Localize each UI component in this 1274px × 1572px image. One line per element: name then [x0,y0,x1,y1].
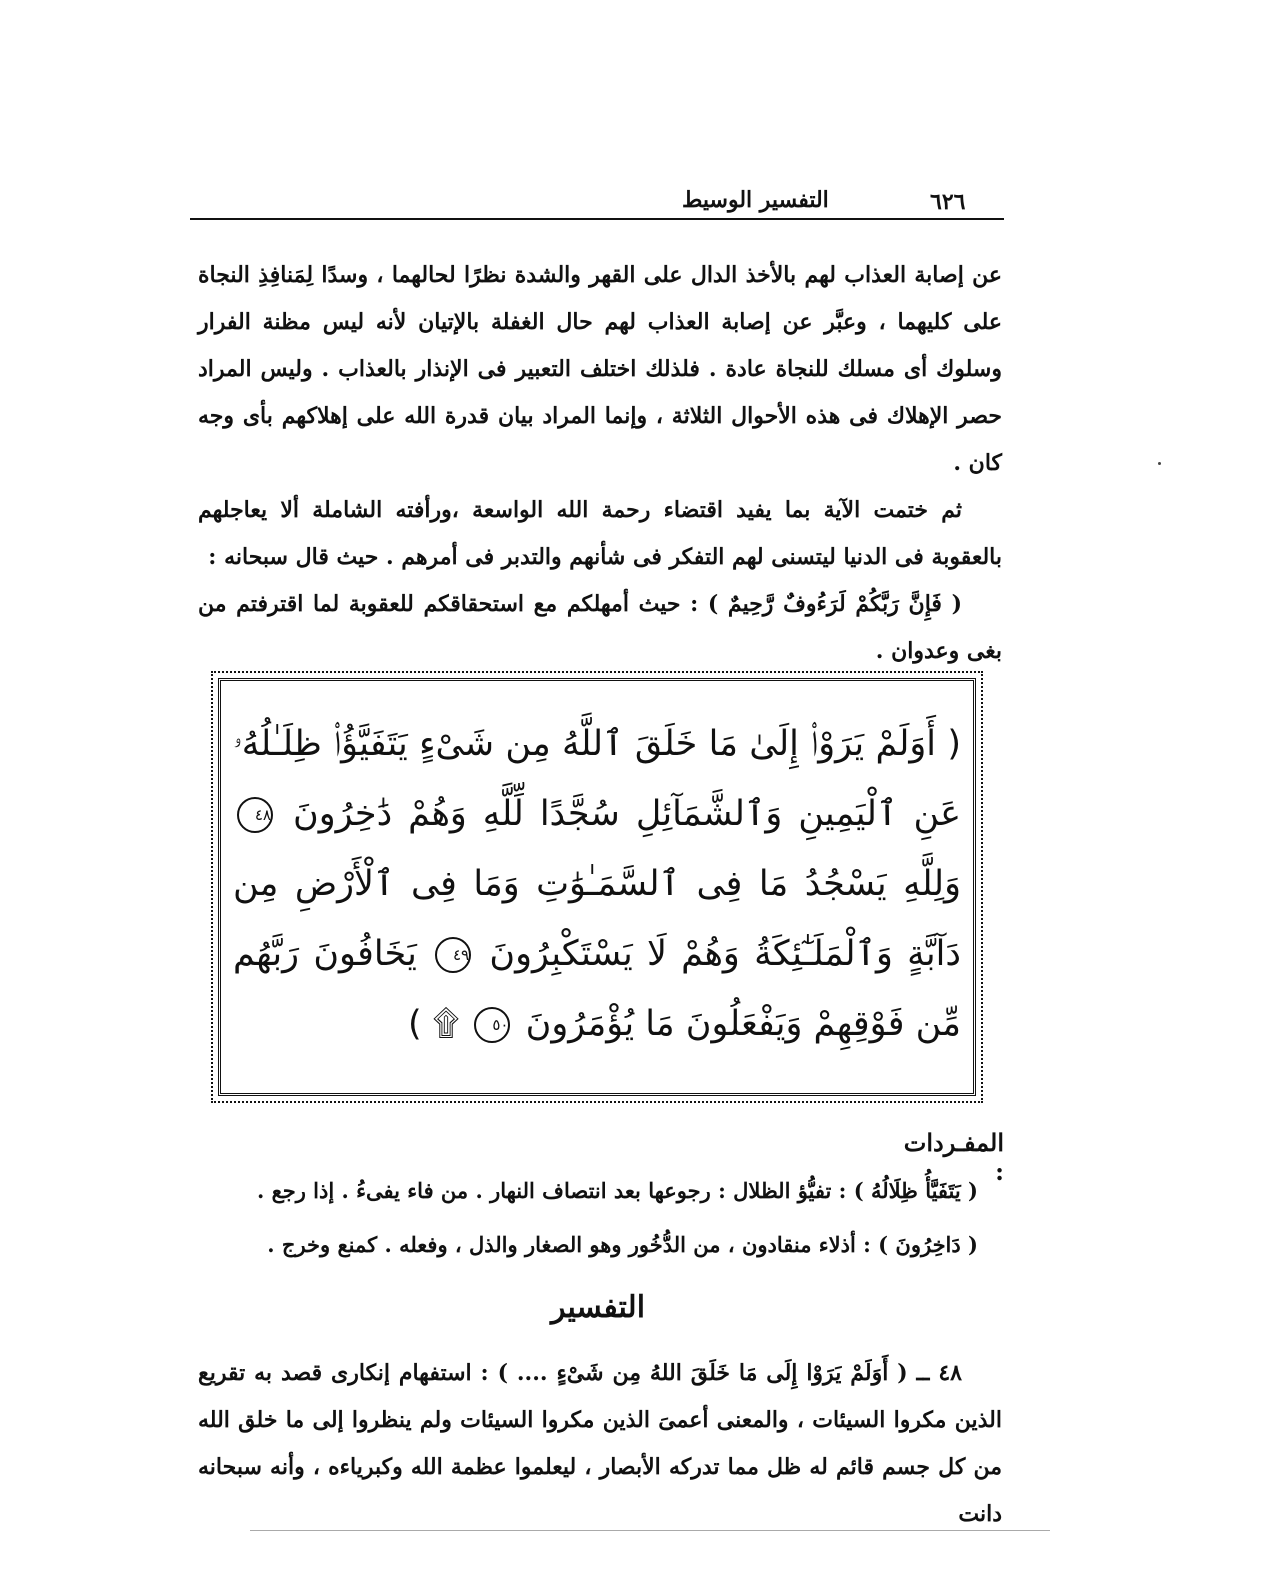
verse-number-marker: ٤٨ [237,797,273,833]
page-header [190,185,1004,219]
verse-number-marker: ٤٩ [435,937,471,973]
scan-speck [1158,462,1161,465]
page-number: ٦٢٦ [930,189,966,215]
tafsir-heading: التفسير [550,1290,646,1325]
quran-verse-box [218,678,976,1096]
quran-segment-2: وَلِلَّهِ يَسْجُدُ مَا فِى ٱلسَّمَـٰوَٰتِ وَمَا فِى ٱلْأَرْضِ مِن دَآبَّةٍ وَٱلْمَلَـٰٓئِكَةُ وَهُمْ لَا يَسْتَكْبِرُونَ [233,864,961,974]
vocabulary-item: ( دَاخِرُونَ ) : أذلاء منقادون ، من الدُّخُور وهو الصغار والذل ، وفعله . كمنع وخرج . [267,1232,978,1257]
header-rule [190,218,1004,220]
intro-paragraph-1: عن إصابة العذاب لهم بالأخذ الدال على القهر والشدة نظرًا لحالهما ، وسدًا لِمَنافِذِ النجاة على كليهما ، وعبَّر عن إصابة العذاب لهم حال الغفلة بالإتيان لأنه ليس مظنة الفرار وسلوك أى مسلك للنجاة عادة . فلذلك اختلف التعبير فى الإنذار بالعذاب . وليس المراد حصر الإهلاك فى هذه الأحوال الثلاثة ، وإنما المراد بيان قدرة الله على إهلاكهم بأى وجه كان . [198,262,1002,476]
quran-segment-3: يَخَافُونَ رَبَّهُم مِّن فَوْقِهِمْ وَيَفْعَلُونَ مَا يُؤْمَرُونَ [233,934,961,1044]
vocabulary-title: المفـردات : [903,1128,1004,1186]
quran-closing-paren: ) [407,1004,422,1044]
bottom-rule [250,1530,1050,1531]
tafsir-text [198,1350,1002,1538]
quran-verse-text [233,709,961,1059]
tafsir-paragraph: ٤٨ ــ ( أَوَلَمْ يَرَوْا إِلَى مَا خَلَقَ اللهُ مِن شَىْءٍ .... ) : استفهام إنكارى قصد به تقريع الذين مكروا السيئات ، والمعنى أعمىَ الذين مكروا السيئات ولم ينظروا إلى ما خلق الله من كل جسم قائم له ظل مما تدركه الأبصار ، ليعلموا عظمة الله وكبرياءه ، وأنه سبحانه دانت [198,1360,1002,1527]
intro-paragraph-2: ثم ختمت الآية بما يفيد اقتضاء رحمة الله الواسعة ،ورأفته الشاملة ألا يعاجلهم بالعقوبة فى الدنيا ليتسنى لهم التفكر فى شأنهم والتدبر فى أمرهم . حيث قال سبحانه : [198,497,1002,570]
vocabulary-item: ( يَتَفَيَّأُ ظِلَالُهُ ) : تفيُّؤ الظلال : رجوعها بعد انتصاف النهار . من فاء يفىءُ . إذا رجع . [256,1178,978,1203]
running-title: التفسير الوسيط [682,187,829,213]
intro-text [198,252,1002,675]
quran-segment-1: ( أَوَلَمْ يَرَوْا۟ إِلَىٰ مَا خَلَقَ ٱللَّهُ مِن شَىْءٍ يَتَفَيَّؤُا۟ ظِلَـٰلُهُۥ عَنِ ٱلْيَمِينِ وَٱلشَّمَآئِلِ سُجَّدًا لِّلَّهِ وَهُمْ دَٰخِرُونَ [233,724,961,834]
verse-number-marker: ٥٠ [474,1007,510,1043]
sajda-mark-icon: ۩ [432,1004,460,1044]
intro-paragraph-3: ( فَإِنَّ رَبَّكُمْ لَرَءُوفٌ رَّحِيمٌ ) : حيث أمهلكم مع استحقاقكم للعقوبة لما اقترفتم من بغى وعدوان . [198,591,1002,664]
